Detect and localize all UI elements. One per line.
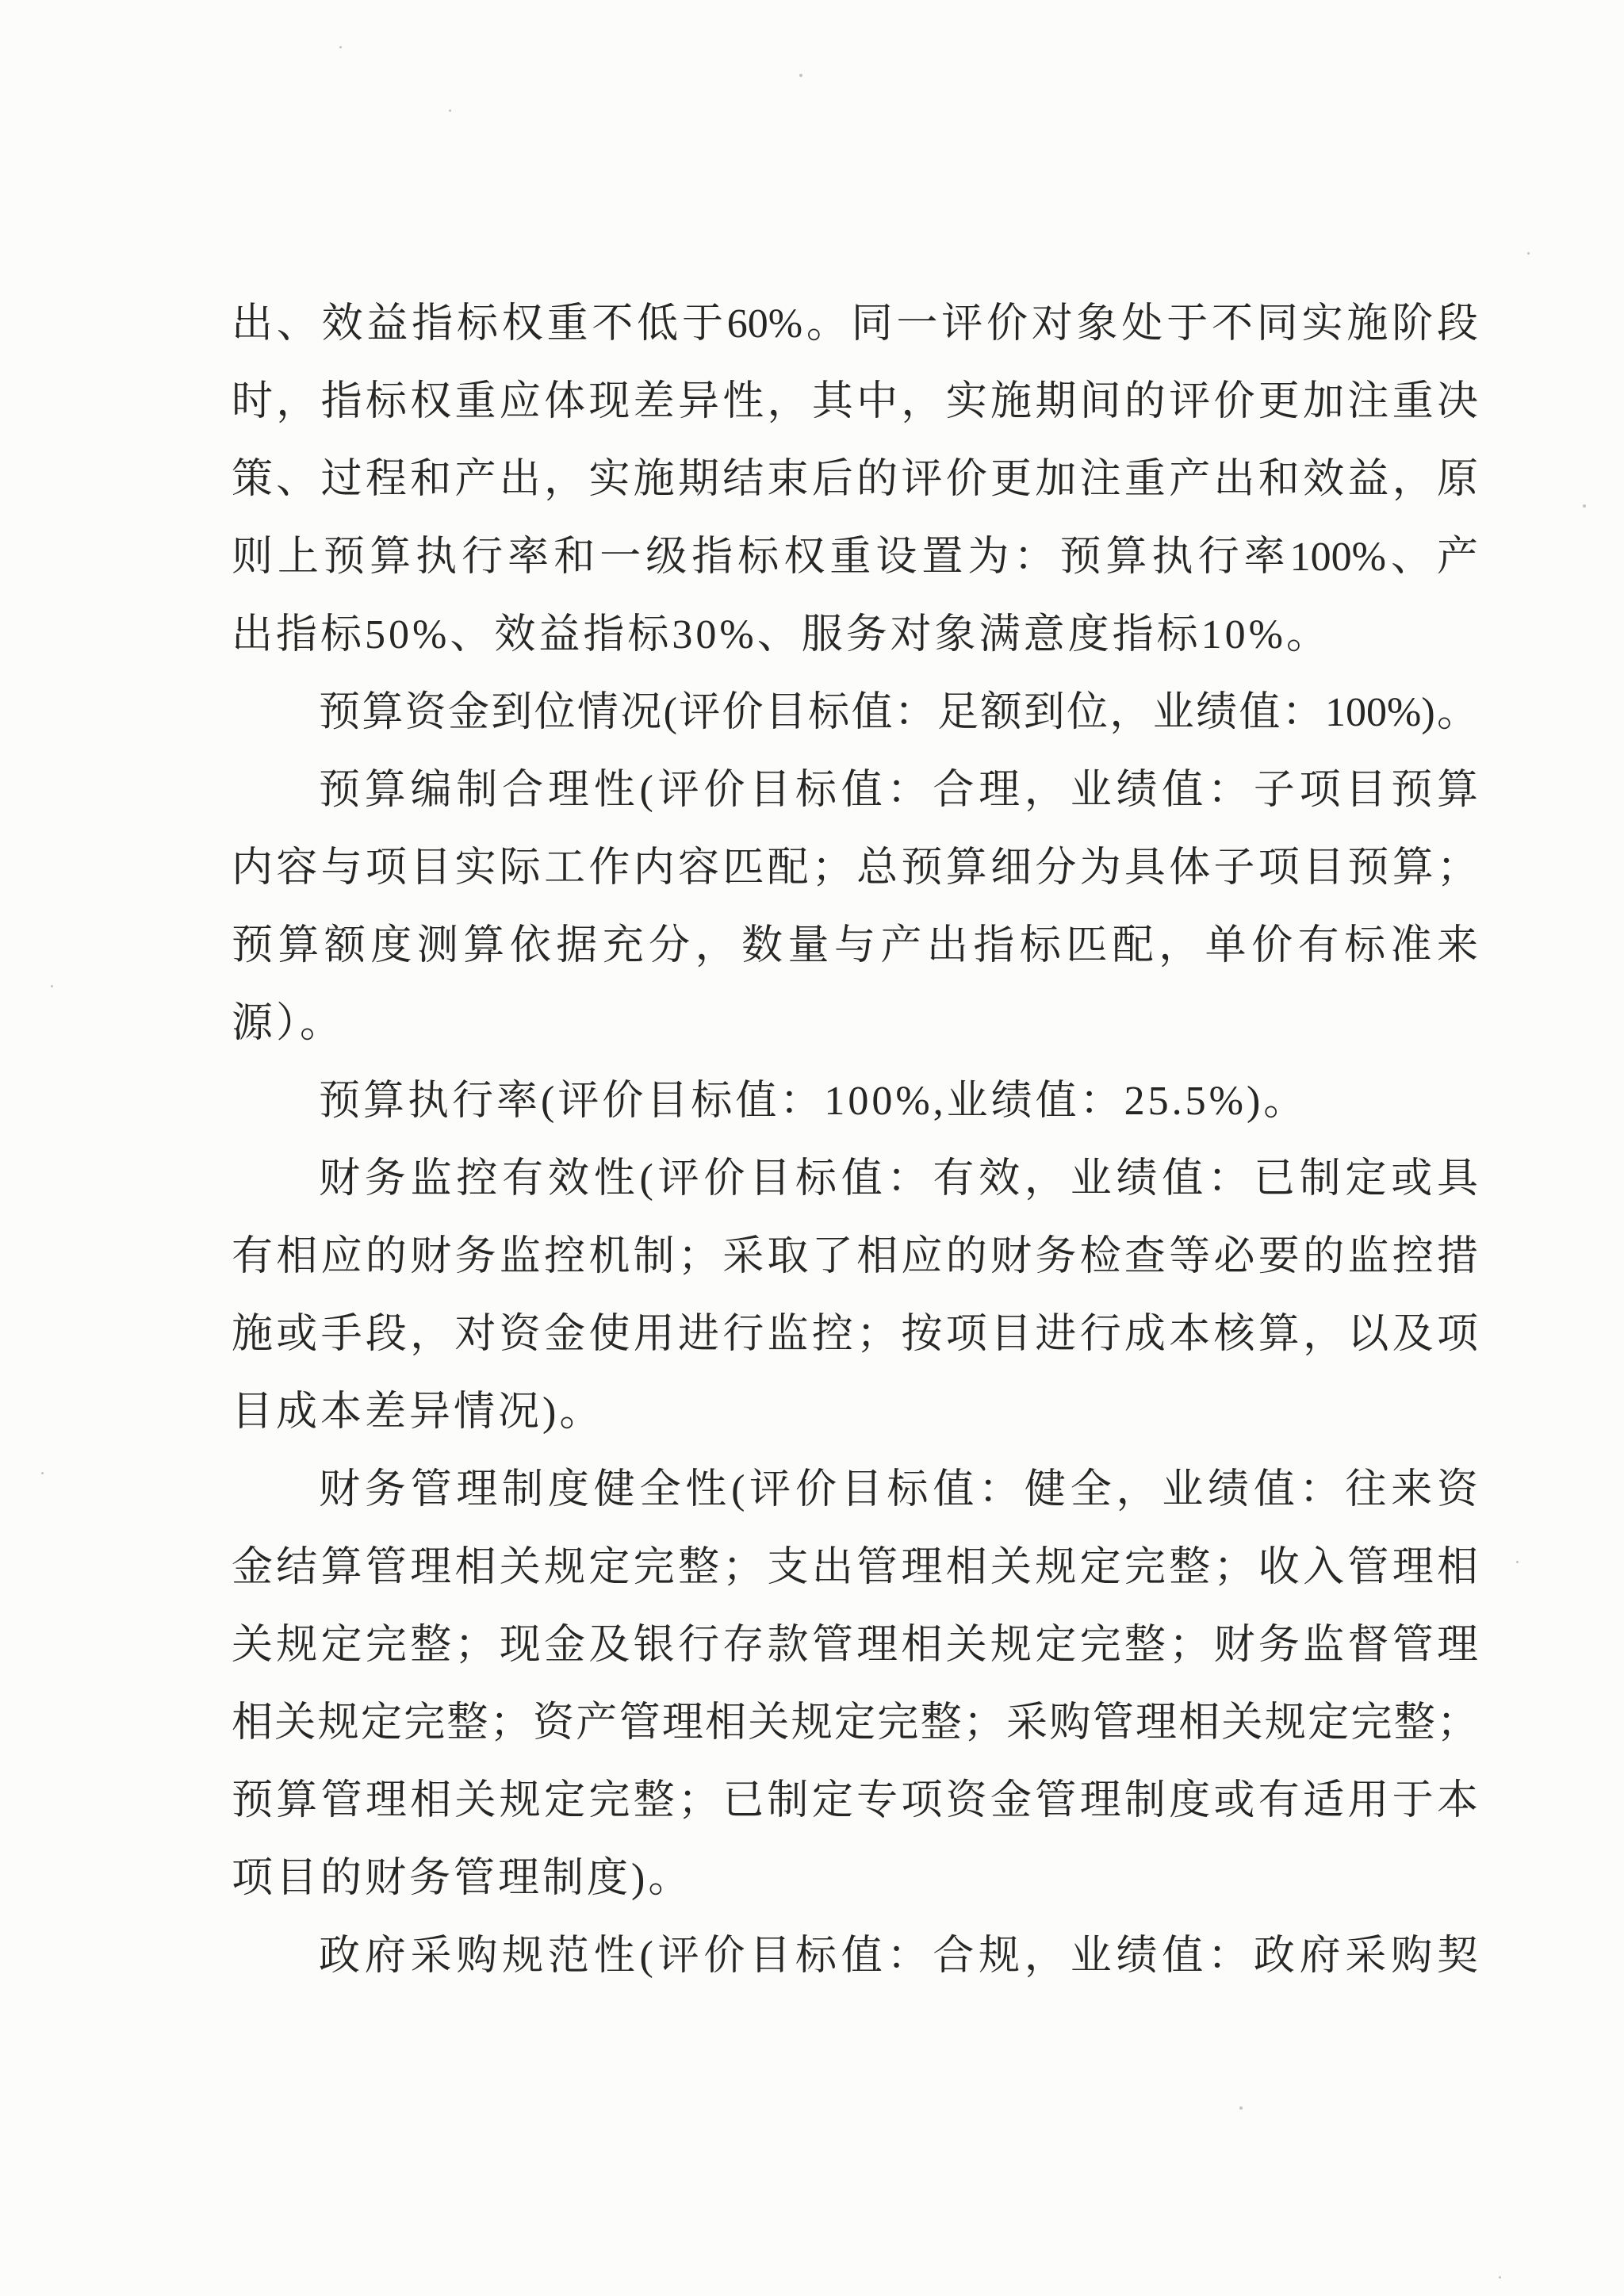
scan-speck <box>1516 1561 1519 1563</box>
text-line: 相关规定完整；资产管理相关规定完整；采购管理相关规定完整； <box>232 1700 1478 1746</box>
text-line: 有相应的财务监控机制；采取了相应的财务检查等必要的监控措 <box>232 1234 1478 1279</box>
text-line: 预算额度测算依据充分，数量与产出指标匹配，单价有标准来 <box>232 923 1478 968</box>
text-line: 源）。 <box>232 1001 345 1046</box>
text-line: 出指标50%、效益指标30%、服务对象满意度指标10%。 <box>232 612 1331 657</box>
text-line: 关规定完整；现金及银行存款管理相关规定完整；财务监督管理 <box>232 1623 1478 1668</box>
text-line: 施或手段，对资金使用进行监控；按项目进行成本核算，以及项 <box>232 1312 1478 1357</box>
text-line: 政府采购规范性(评价目标值：合规，业绩值：政府采购契 <box>319 1934 1478 1979</box>
scan-speck <box>1239 2106 1243 2110</box>
scan-speck <box>799 74 802 77</box>
document-body-text <box>232 286 1478 1995</box>
text-line: 金结算管理相关规定完整；支出管理相关规定完整；收入管理相 <box>232 1545 1478 1590</box>
scan-speck <box>1583 504 1586 508</box>
text-line: 预算执行率(评价目标值：100%,业绩值：25.5%)。 <box>319 1079 1308 1124</box>
scan-speck <box>1527 252 1530 255</box>
scan-speck <box>449 109 451 112</box>
text-line: 项目的财务管理制度)。 <box>232 1856 693 1901</box>
text-line: 出、效益指标权重不低于60%。同一评价对象处于不同实施阶段 <box>232 301 1478 347</box>
text-line: 策、过程和产出，实施期结束后的评价更加注重产出和效益，原 <box>232 457 1478 502</box>
text-line: 预算编制合理性(评价目标值：合理，业绩值：子项目预算 <box>319 768 1478 813</box>
scan-speck <box>339 46 342 48</box>
scan-speck <box>41 1472 44 1474</box>
text-line: 预算资金到位情况(评价目标值：足额到位，业绩值：100%)。 <box>319 690 1478 735</box>
text-line: 时，指标权重应体现差异性，其中，实施期间的评价更加注重决 <box>232 379 1478 424</box>
text-line: 目成本差异情况)。 <box>232 1389 604 1435</box>
text-line: 财务管理制度健全性(评价目标值：健全，业绩值：往来资 <box>319 1467 1478 1512</box>
text-line: 则上预算执行率和一级指标权重设置为：预算执行率100%、产 <box>232 535 1478 580</box>
scan-speck <box>51 985 53 987</box>
text-line: 预算管理相关规定完整；已制定专项资金管理制度或有适用于本 <box>232 1778 1478 1823</box>
text-line: 内容与项目实际工作内容匹配；总预算细分为具体子项目预算； <box>232 845 1478 891</box>
scan-speck <box>1499 2276 1501 2279</box>
text-line: 财务监控有效性(评价目标值：有效，业绩值：已制定或具 <box>319 1156 1478 1202</box>
